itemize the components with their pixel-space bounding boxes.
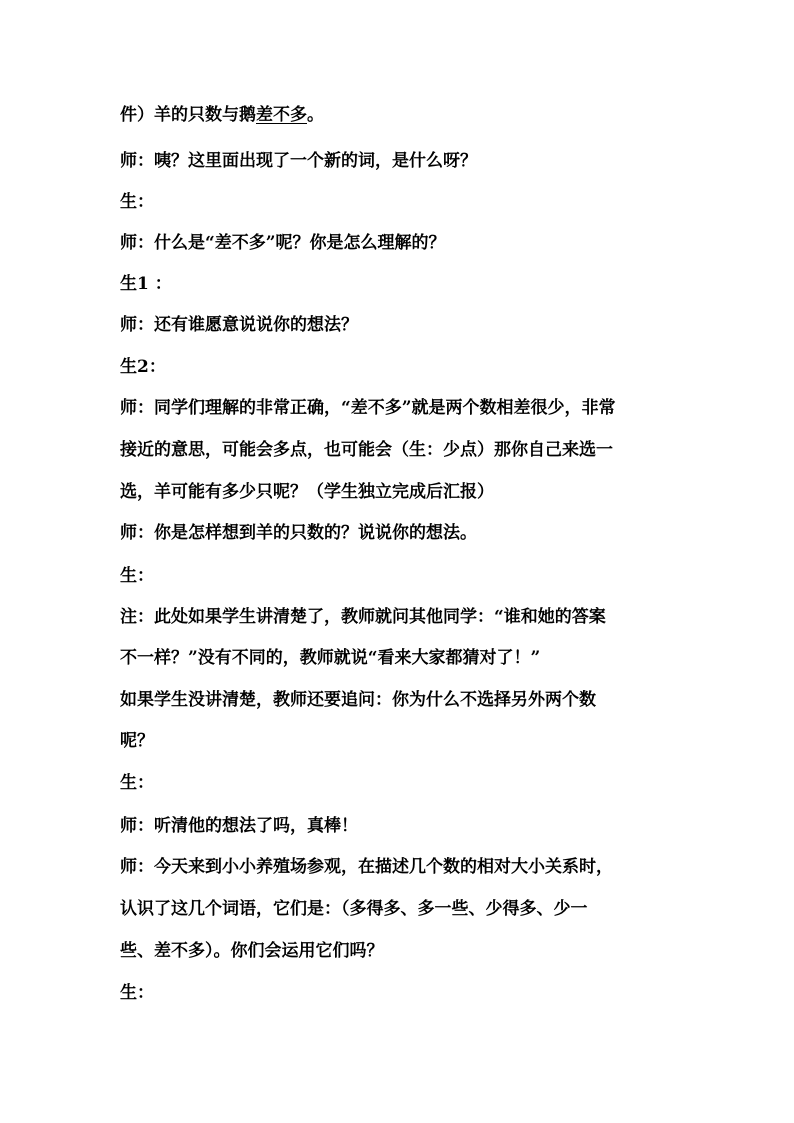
text-line: 师：还有谁愿意说说你的想法？ — [120, 315, 358, 335]
text-line: 生： — [120, 192, 154, 212]
text-line: 不一样？”没有不同的，教师就说“看来大家都猜对了！” — [120, 648, 541, 668]
text-line: 接近的意思，可能会多点，也可能会（生：少点）那你自己来选一 — [120, 440, 613, 460]
text-line: 生： — [120, 983, 154, 1003]
text-line: 师：听清他的想法了吗，真棒！ — [120, 816, 358, 836]
text-line: 生1 ： — [120, 274, 172, 294]
text-segment: 件）羊的只数与鹅 — [120, 105, 256, 125]
text-line: 些、差不多）。你们会运用它们吗？ — [120, 941, 384, 961]
text-line: 如果学生没讲清楚，教师还要追问：你为什么不选择另外两个数 — [120, 690, 596, 710]
text-line: 注：此处如果学生讲清楚了，教师就问其他同学：“谁和她的答案 — [120, 607, 606, 627]
text-line: 师：今天来到小小养殖场参观，在描述几个数的相对大小关系时， — [120, 857, 613, 877]
text-line: 生2： — [120, 357, 166, 377]
text-line: 师：什么是“差不多”呢？你是怎么理解的？ — [120, 233, 446, 253]
text-line: 生： — [120, 566, 154, 586]
underlined-term: 差不多 — [256, 105, 307, 125]
text-line: 认识了这几个词语，它们是：（多得多、多一些、少得多、少一 — [120, 899, 588, 919]
text-line: 师：咦？这里面出现了一个新的词，是什么呀？ — [120, 151, 477, 171]
text-line: 师：同学们理解的非常正确，“差不多”就是两个数相差很少，非常 — [120, 398, 616, 418]
text-line: 生： — [120, 773, 154, 793]
text-line: 选，羊可能有多少只呢？（学生独立完成后汇报） — [120, 482, 494, 502]
text-segment: 。 — [307, 105, 324, 125]
text-line: 呢？ — [120, 731, 154, 751]
text-line — [120, 104, 324, 126]
text-line: 师：你是怎样想到羊的只数的？说说你的想法。 — [120, 523, 477, 543]
